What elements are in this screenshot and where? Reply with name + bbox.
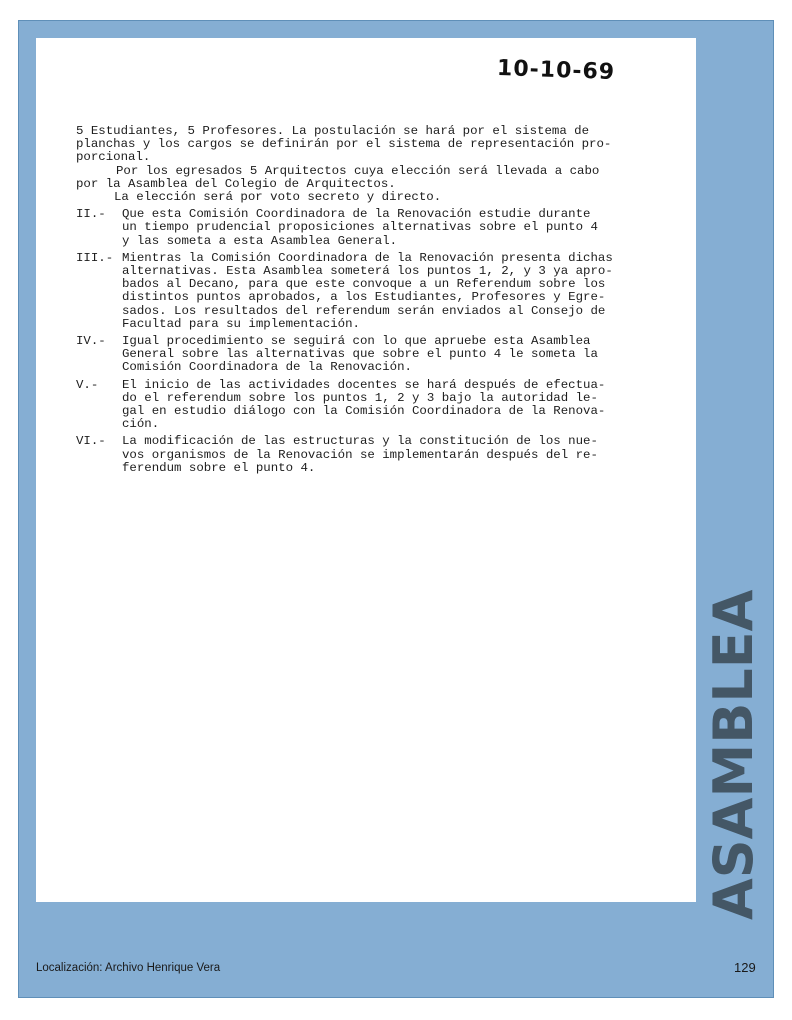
list-item [76,379,666,432]
list-item [76,252,666,331]
item-text: Que esta Comisión Coordinadora de la Renovación estudie durante un tiempo prudencial proposiciones alternativas sobre el punto 4 y las someta a esta Asamblea General. [122,207,598,248]
intro-line: 5 Estudiantes, 5 Profesores. La postulación se hará por el sistema de [76,124,590,138]
item-text: El inicio de las actividades docentes se hará después de efectua- do el referendum sobre los puntos 1, 2 y 3 bajo la autoridad le- gal en estudio diálogo con la Comisión Coordinadora de la Renova- ción. [122,377,606,432]
page-number: 129 [734,960,756,975]
intro-line: porcional. [76,150,151,165]
item-text: Igual procedimiento se seguirá con lo que apruebe esta Asamblea General sobre las alternativas que sobre el punto 4 le someta la Comisión Coordinadora de la Renovación. [122,334,598,375]
item-number: IV.- [76,334,106,349]
intro-line: por la Asamblea del Colegio de Arquitectos. [76,176,396,191]
intro-line: La elección será por voto secreto y directo. [114,190,442,205]
intro-line: Por los egresados 5 Arquitectos cuya elección será llevada a cabo [116,163,600,178]
item-text: Mientras la Comisión Coordinadora de la Renovación presenta dichas alternativas. Esta Asamblea someterá los puntos 1, 2, y 3 ya apro- bados al Decano, para que este convoque a un Referendum sobre los distintos puntos aprobados, a los Estudiantes, Profesores y Egre- sados. Los resultados del referendum serán enviados al Consejo de Facultad para su implementación. [122,250,613,331]
intro-line: planchas y los cargos se definirán por el sistema de representación pro- [76,137,612,152]
list-item [76,435,666,475]
list-item [76,335,666,375]
handwritten-date: 10-10-69 [496,55,616,86]
item-number: III.- [76,250,114,265]
item-number: VI.- [76,434,106,449]
location-caption: Localización: Archivo Henrique Vera [36,962,221,974]
section-title-vertical: ASAMBLEA [702,589,765,920]
item-number: V.- [76,377,99,392]
item-number: II.- [76,207,106,222]
list-item [76,208,666,248]
item-text: La modificación de las estructuras y la constitución de los nue- vos organismos de la Renovación se implementarán después del re- ferendum sobre el punto 4. [122,434,598,475]
document-text [76,125,666,475]
